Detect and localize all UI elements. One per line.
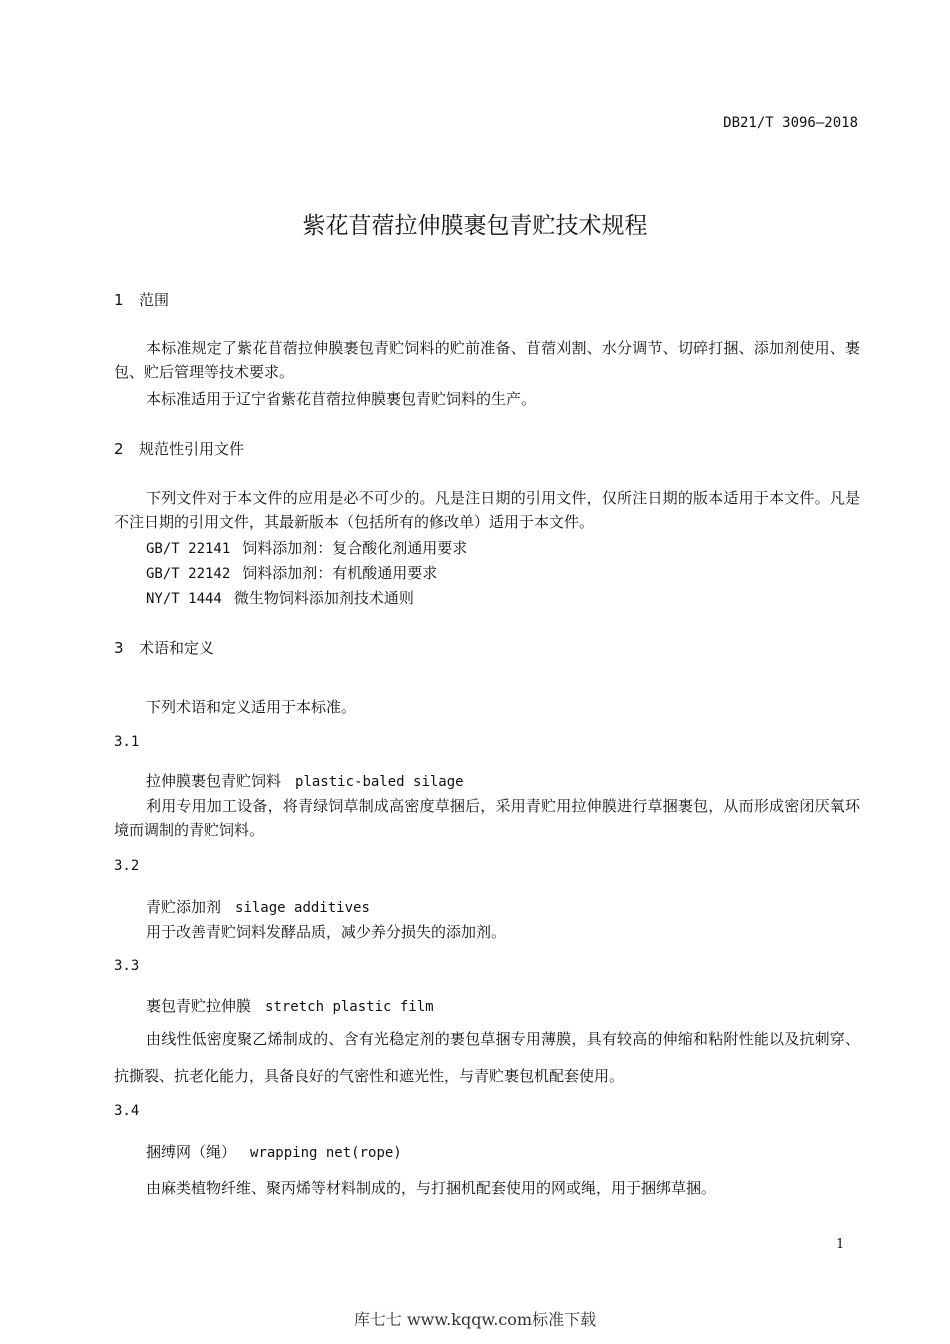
reference-code: NY/T 1444: [146, 591, 222, 607]
terms-intro: 下列术语和定义适用于本标准。: [146, 698, 357, 716]
term-definition: 利用专用加工设备，将青绿饲草制成高密度草捆后，采用青贮用拉伸膜进行草捆裹包，从而形成密闭厌氧环境而调制的青贮饲料。: [114, 797, 860, 839]
reference-item: [146, 537, 467, 558]
term-english: wrapping net(rope): [250, 1145, 402, 1161]
footer-watermark: 库七七 www.kqqw.com标准下载: [353, 1310, 597, 1329]
section-title: 规范性引用文件: [139, 440, 245, 458]
reference-item: [146, 562, 437, 583]
reference-title: 饲料添加剂：复合酸化剂通用要求: [242, 539, 468, 557]
page-number: 1: [836, 1237, 845, 1252]
reference-code: GB/T 22142: [146, 566, 231, 582]
term-number: 3.2: [114, 858, 140, 874]
scope-paragraph-1: 本标准规定了紫花苜蓿拉伸膜裹包青贮饲料的贮前准备、苜蓿刈割、水分调节、切碎打捆、添加剂使用、裹包、贮后管理等技术要求。: [114, 339, 860, 381]
term-definition: 由麻类植物纤维、聚丙烯等材料制成的，与打捆机配套使用的网或绳，用于捆绑草捆。: [146, 1179, 717, 1197]
section-1-heading: [114, 289, 169, 310]
term-chinese: 裹包青贮拉伸膜: [146, 997, 252, 1015]
term-english: plastic-baled silage: [295, 774, 464, 790]
term-definition: 用于改善青贮饲料发酵品质，减少养分损失的添加剂。: [146, 923, 507, 941]
term-heading: [146, 1141, 402, 1162]
section-number: 2: [114, 440, 124, 458]
term-chinese: 青贮添加剂: [146, 898, 222, 916]
term-english: stretch plastic film: [265, 999, 434, 1015]
scope-paragraph-2: 本标准适用于辽宁省紫花苜蓿拉伸膜裹包青贮饲料的生产。: [146, 390, 537, 408]
section-title: 术语和定义: [139, 639, 215, 657]
term-heading: [146, 995, 434, 1016]
reference-item: [146, 587, 414, 608]
term-heading: [146, 896, 370, 917]
term-chinese: 捆缚网（绳）: [146, 1143, 237, 1161]
term-english: silage additives: [235, 900, 370, 916]
section-title: 范围: [139, 291, 170, 309]
section-number: 1: [114, 291, 124, 309]
term-number: 3.1: [114, 734, 140, 750]
reference-title: 微生物饲料添加剂技术通则: [233, 589, 414, 607]
term-chinese: 拉伸膜裹包青贮饲料: [146, 772, 282, 790]
section-number: 3: [114, 639, 124, 657]
document-title: 紫花苜蓿拉伸膜裹包青贮技术规程: [302, 213, 648, 239]
normative-references-paragraph: 下列文件对于本文件的应用是必不可少的。凡是注日期的引用文件，仅所注日期的版本适用于本文件。凡是不注日期的引用文件，其最新版本（包括所有的修改单）适用于本文件。: [114, 489, 860, 531]
term-number: 3.3: [114, 958, 140, 974]
term-heading: [146, 770, 464, 791]
term-number: 3.4: [114, 1103, 140, 1119]
term-definition: 由线性低密度聚乙烯制成的、含有光稳定剂的裹包草捆专用薄膜，具有较高的伸缩和粘附性能以及抗刺穿、抗撕裂、抗老化能力，具备良好的气密性和遮光性，与青贮裹包机配套使用。: [114, 1030, 860, 1085]
section-2-heading: [114, 438, 244, 459]
reference-code: GB/T 22141: [146, 541, 231, 557]
document-code: DB21/T 3096—2018: [723, 115, 858, 131]
reference-title: 饲料添加剂：有机酸通用要求: [242, 564, 438, 582]
section-3-heading: [114, 637, 214, 658]
